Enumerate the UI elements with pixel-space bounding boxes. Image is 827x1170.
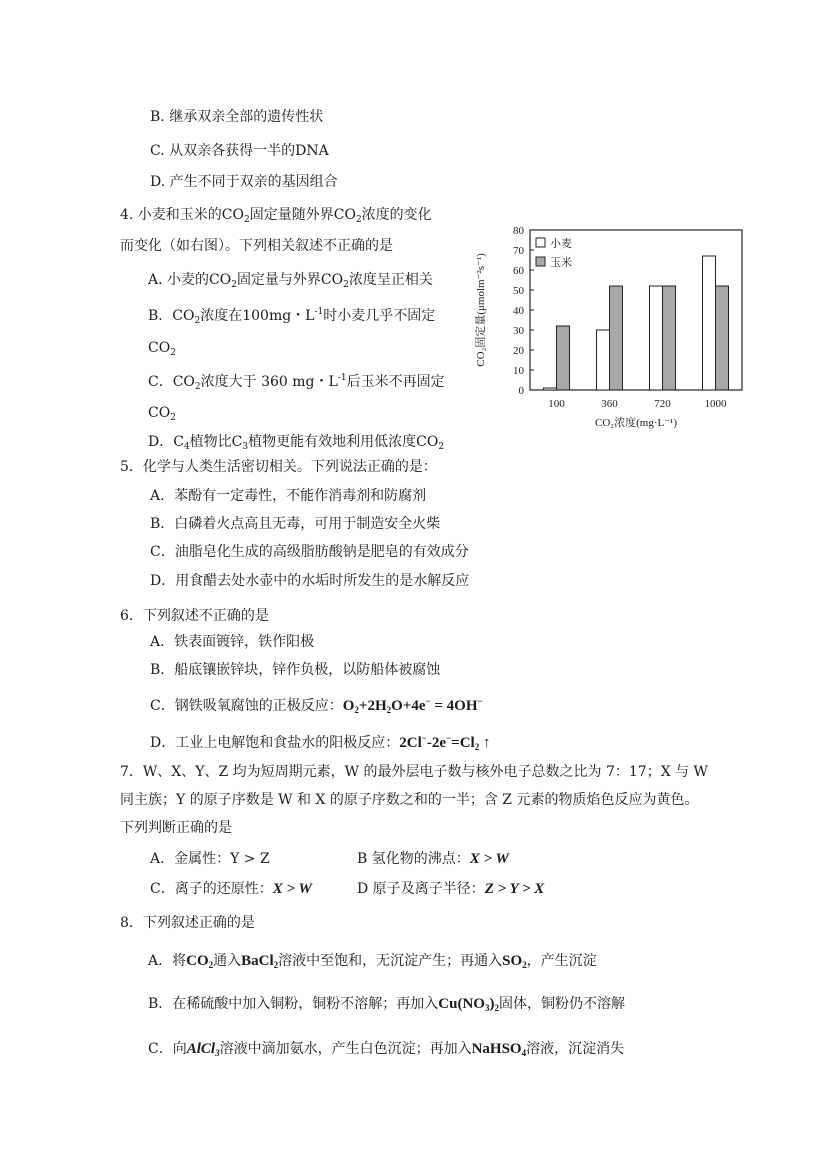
q6-option-d: D．工业上电解饱和食盐水的阳极反应：$2Cl^--2e^-=Cl_2$ ↑: [150, 733, 491, 752]
q5-option-a: A．苯酚有一定毒性，不能作消毒剂和防腐剂: [150, 488, 427, 504]
q8-option-c: C．向AlCl$_3$溶液中滴加氨水，产生白色沉淀；再加入NaHSO$_4$溶液，沉淀消失: [148, 1041, 625, 1058]
y-tick-label: 20: [513, 345, 524, 357]
legend-swatch: [536, 257, 545, 266]
y-tick-label: 40: [513, 305, 524, 317]
q5-stem: 5．化学与人类生活密切相关。下列说法正确的是：: [120, 459, 437, 475]
x-tick-label: 360: [601, 398, 618, 410]
q5-option-d: D．用食醋去处水壶中的水垢时所发生的是水解反应: [150, 573, 470, 589]
q7-stem-line1: 7．W、X、Y、Z 均为短周期元素，W 的最外层电子数与核外电子总数之比为 7：17；X 与 W: [120, 764, 708, 780]
bar-wheat: [703, 256, 716, 390]
y-tick-label: 80: [513, 225, 524, 237]
q8-option-a: A．将$CO_2$通入BaCl$_2$溶液中至饱和，无沉淀产生；再通入$SO_2$，产生沉淀: [148, 953, 597, 970]
y-tick-label: 30: [513, 325, 524, 337]
q4-option-a: A. 小麦的$CO_2$固定量与外界$CO_2$浓度呈正相关: [148, 272, 433, 290]
x-axis-label: CO₂浓度(mg·L⁻¹): [595, 417, 677, 429]
x-tick-label: 100: [548, 398, 565, 410]
x-tick-label: 1000: [704, 398, 727, 410]
q7-option-c: C．离子的还原性：X > W: [150, 881, 312, 897]
bar-corn: [557, 326, 570, 390]
q4-option-b-cont: $CO_2$: [148, 340, 176, 358]
y-tick-label: 60: [513, 265, 524, 277]
q6-d-equation: $2Cl^--2e^-=Cl_2$ ↑: [399, 733, 491, 752]
q4-option-b: B．$CO_2$浓度在100mg・$L^{-1}$时小麦几乎不固定: [148, 307, 436, 326]
y-tick-label: 70: [513, 245, 524, 257]
co2-fixation-bar-chart: [462, 200, 774, 448]
q4-option-c: C．$CO_2$浓度大于 360 mg・$L^{-1}$后玉米不再固定: [148, 373, 445, 392]
x-tick-label: 720: [654, 398, 671, 410]
q4-option-c-cont: $CO_2$: [148, 405, 176, 423]
legend-label: 玉米: [550, 257, 572, 269]
q8-stem: 8．下列叙述正确的是: [120, 915, 255, 931]
q4-stem-line2: 而变化（如右图）。下列相关叙述不正确的是: [120, 238, 393, 254]
q6-option-a: A．铁表面镀锌，铁作阳极: [150, 634, 315, 650]
q8-option-b: B．在稀硫酸中加入铜粉，铜粉不溶解；再加入$Cu(NO_3)_2$固体，铜粉仍不溶解: [148, 996, 625, 1013]
q6-option-b: B．船底镶嵌锌块，锌作负极，以防船体被腐蚀: [150, 662, 441, 678]
q7-stem-line3: 下列判断正确的是: [120, 820, 232, 836]
bar-corn: [610, 286, 623, 390]
bar-corn: [716, 286, 729, 390]
bar-wheat: [544, 388, 557, 390]
bar-wheat: [650, 286, 663, 390]
q3-option-c: C. 从双亲各获得一半的DNA: [150, 143, 329, 159]
q7-option-b: B 氢化物的沸点：X > W: [357, 851, 509, 867]
q7-stem-line2: 同主族；Y 的原子序数是 W 和 X 的原子序数之和的一半；含 Z 元素的物质焰色反应为黄色。: [120, 792, 699, 808]
y-tick-label: 10: [513, 365, 524, 377]
legend-label: 小麦: [550, 238, 572, 250]
q5-option-b: B．白磷着火点高且无毒，可用于制造安全火柴: [150, 516, 441, 532]
q5-option-c: C．油脂皂化生成的高级脂肪酸钠是肥皂的有效成分: [150, 544, 469, 560]
q3-option-b: B. 继承双亲全部的遗传性状: [150, 109, 324, 125]
q3-option-d: D. 产生不同于双亲的基因组合: [150, 174, 338, 190]
legend-swatch: [536, 238, 545, 247]
y-tick-label: 0: [518, 385, 524, 397]
q6-c-equation: $O_2+2H_2O+4e^- = 4OH^-$: [342, 696, 483, 715]
q7-option-a: A．金属性：Y > Z: [150, 851, 270, 867]
q6-option-c: C．钢铁吸氧腐蚀的正极反应：$O_2+2H_2O+4e^- = 4OH^-$: [150, 696, 483, 715]
q4-stem-line1: 4. 小麦和玉米的$CO_2$固定量随外界$CO_2$浓度的变化: [120, 207, 432, 225]
y-tick-label: 50: [513, 285, 524, 297]
q6-stem: 6．下列叙述不正确的是: [120, 608, 269, 624]
q4-option-d: D．$C_4$植物比$C_3$植物更能有效地利用低浓度$CO_2$: [148, 434, 445, 452]
bar-corn: [663, 286, 676, 390]
q7-option-d: D 原子及离子半径：Z > Y > X: [357, 881, 545, 897]
y-axis-label: CO₂固定量(μmolm⁻²s⁻¹): [475, 253, 487, 367]
bar-wheat: [597, 330, 610, 390]
